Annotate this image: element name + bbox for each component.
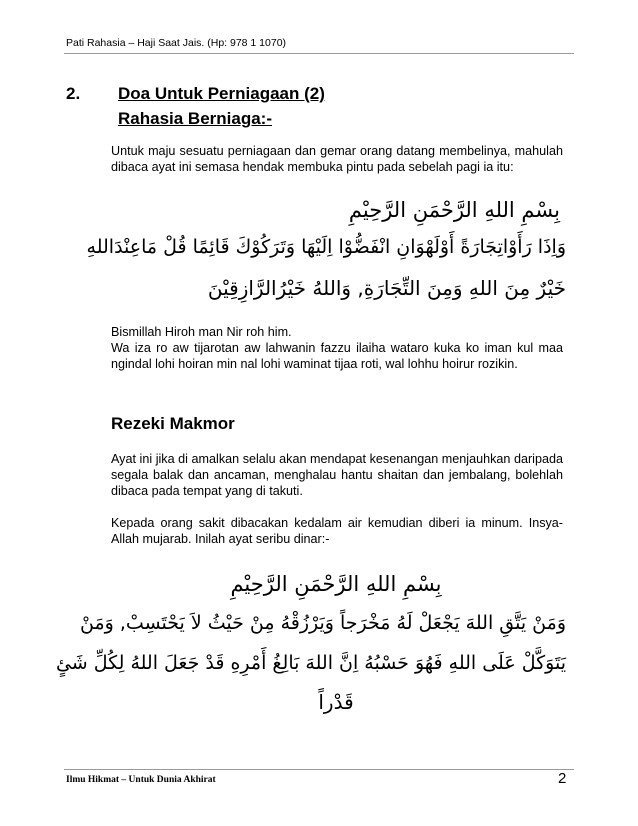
header-rule xyxy=(64,53,574,54)
arabic-verse-1-line-1: وَاِذَا رَأَوْاتِجَارَةً أَوْلَهْوَانِ انْفَضُّوْا اِلَيْهَا وَتَرَكُوْكَ قَائِمًا قُلْ مَاعِنْدَاللهِ xyxy=(86,236,566,258)
arabic-verse-2-line-1: وَمَنْ يَتَّقِ اللهَ يَجْعَلْ لَهُ مَخْرَجاً وَيَرْزُقْهُ مِنْ حَيْثُ لاَ يَحْتَسِبْ, وَمَنْ xyxy=(80,612,566,634)
rezeki-paragraph-1: Ayat ini jika di amalkan selalu akan mendapat kesenangan menjauhkan daripada segala balak dan ancaman, menghalau hantu shaitan dan jembalang, bolehlah dibaca pada tempat yang di takuti. xyxy=(111,452,563,498)
section-title: Doa Untuk Perniagaan (2) xyxy=(118,84,325,103)
running-header: Pati Rahasia – Haji Saat Jais. (Hp: 978 1 1070) xyxy=(66,37,287,49)
section-heading-rezeki: Rezeki Makmor xyxy=(111,414,235,433)
running-footer: Ilmu Hikmat – Untuk Dunia Akhirat xyxy=(66,775,216,785)
page-number: 2 xyxy=(558,770,567,787)
footer-rule xyxy=(64,769,574,770)
section-subtitle: Rahasia Berniaga:- xyxy=(118,109,272,128)
intro-paragraph: Untuk maju sesuatu perniagaan dan gemar orang datang membelinya, mahulah dibaca ayat ini semasa hendak membuka pintu pada sebelah pagi ia itu: xyxy=(111,144,563,174)
transliteration-line-1: Bismillah Hiroh man Nir roh him. xyxy=(111,325,292,339)
transliteration-paragraph: Wa iza ro aw tijarotan aw lahwanin fazzu ilaiha wataro kuka ko iman kul maa ngindal lohi hoiran min nal lohi waminat tijaa roti, wal lohhu hoirur rozikin. xyxy=(111,341,563,371)
arabic-verse-2-line-2: يَتَوَكَّلْ عَلَى اللهِ فَهُوَ حَسْبُهُ اِنَّ اللهَ بَالِغُ أَمْرِهِ قَدْ جَعَلَ اللهُ لِكُلِّ شَئٍ xyxy=(55,652,566,674)
arabic-verse-1-line-2: خَيْرٌ مِنَ اللهِ وَمِنَ التِّجَارَةِ, وَاللهُ خَيْرُالرَّازِقِيْنَ xyxy=(207,276,566,300)
arabic-basmala-2: بِسْمِ اللهِ الرَّحْمَنِ الرَّحِيْمِ xyxy=(230,572,442,596)
arabic-verse-2-line-3: قَدْراً xyxy=(318,690,354,714)
section-number: 2. xyxy=(66,84,81,103)
rezeki-paragraph-2: Kepada orang sakit dibacakan kedalam air kemudian diberi ia minum. Insya-Allah mujarab. Inilah ayat seribu dinar:- xyxy=(111,516,563,546)
arabic-basmala-1: بِسْمِ اللهِ الرَّحْمَنِ الرَّحِيْمِ xyxy=(348,198,560,222)
